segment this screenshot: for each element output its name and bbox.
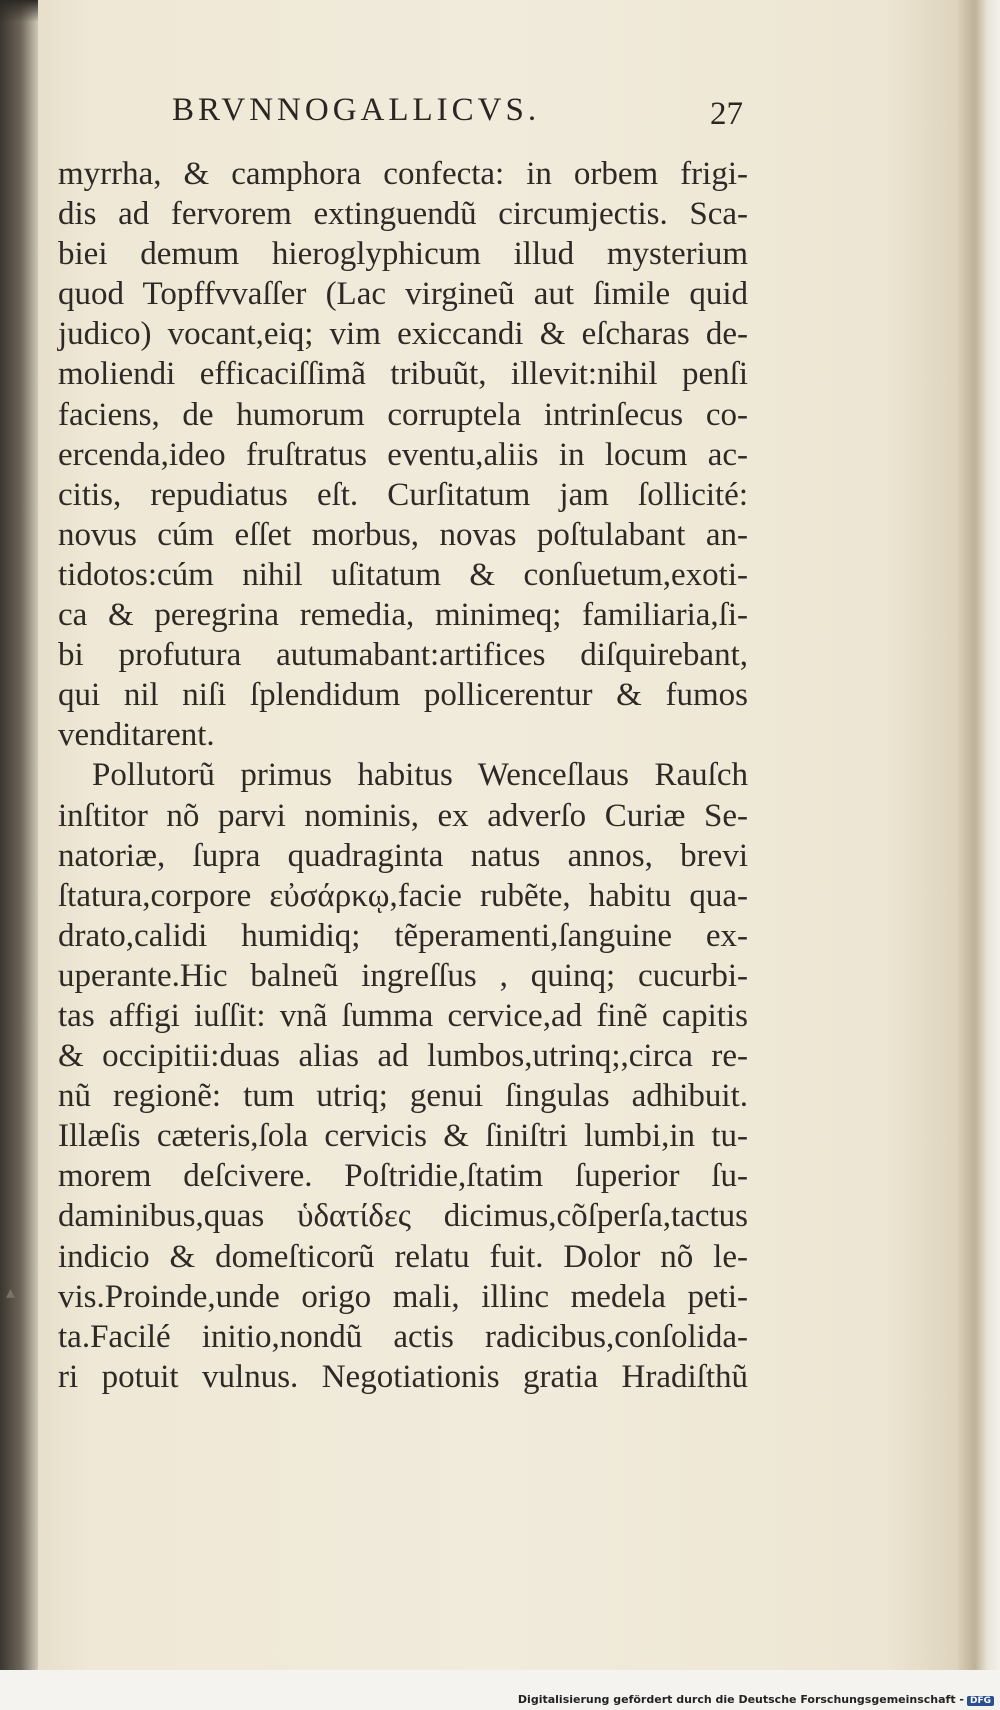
text-line: uperante.Hic balneũ ingreſſus , quinq; cucurbi- bbox=[58, 957, 748, 994]
text-line: faciens, de humorum corruptela intrinſecus co- bbox=[58, 396, 748, 433]
text-line: judico) vocant,eiq; vim exiccandi & eſcharas de- bbox=[58, 316, 748, 353]
margin-mark-icon: ▴ bbox=[6, 1282, 16, 1302]
text-line: inſtitor nõ parvi nominis, ex adverſo Curiæ Se- bbox=[58, 797, 748, 834]
text-line: nũ regionẽ: tum utriq; genui ſingulas adhibuit. bbox=[58, 1078, 748, 1115]
page-number: 27 bbox=[710, 96, 743, 132]
text-line: myrrha, & camphora confecta: in orbem frigi- bbox=[58, 156, 748, 192]
page-edge bbox=[958, 0, 1000, 1670]
text-line: ri potuit vulnus. Negotiationis gratia Hradiſthũ bbox=[58, 1358, 748, 1395]
text-line: ſtatura,corpore εὐσάρκῳ,facie rubẽte, habitu qua- bbox=[58, 877, 748, 914]
running-title: BRVNNOGALLICVS. bbox=[172, 92, 541, 128]
text-line: quod Topffvvaſſer (Lac virgineũ aut ſimile quid bbox=[58, 276, 748, 313]
text-line: indicio & domeſticorũ relatu fuit. Dolor nõ le- bbox=[58, 1238, 748, 1275]
text-line: moliendi efficaciſſimã tribuũt, illevit:nihil penſi bbox=[58, 356, 748, 393]
book-gutter-shadow bbox=[0, 0, 38, 1710]
credit-text: Digitalisierung gefördert durch die Deutsche Forschungsgemeinschaft - bbox=[517, 1693, 964, 1706]
text-line: qui nil niſi ſplendidum pollicerentur & fumos bbox=[58, 677, 748, 714]
text-line: dis ad fervorem extinguendũ circumjectis. Sca- bbox=[58, 196, 748, 233]
text-line: citis, repudiatus eſt. Curſitatum jam ſollicité: bbox=[58, 476, 748, 513]
text-line: biei demum hieroglyphicum illud mysterium bbox=[58, 236, 748, 273]
text-line: morem deſcivere. Poſtridie,ſtatim ſuperior ſu- bbox=[58, 1158, 748, 1195]
text-line: drato,calidi humidiq; tẽperamenti,ſanguine ex- bbox=[58, 917, 748, 954]
text-line: ercenda,ideo fruſtratus eventu,aliis in locum ac- bbox=[58, 436, 748, 473]
text-line: bi profutura autumabant:artifices diſquirebant, bbox=[58, 637, 748, 674]
text-line: & occipitii:duas alias ad lumbos,utrinq;,circa re- bbox=[58, 1038, 748, 1075]
body-text bbox=[58, 154, 748, 1397]
text-line: tas affigi iuſſit: vnã ſumma cervice,ad finẽ capitis bbox=[58, 997, 748, 1034]
text-line: tidotos:cúm nihil uſitatum & conſuetum,exoti- bbox=[58, 556, 748, 593]
digitization-credit bbox=[518, 1693, 994, 1706]
text-line: novus cúm eſſet morbus, novas poſtulabant an- bbox=[58, 516, 748, 553]
dfg-logo: DFG bbox=[967, 1696, 994, 1706]
text-line: daminibus,quas ὑδατίδες dicimus,cõſperſa,tactus bbox=[58, 1198, 748, 1235]
text-line: venditarent. bbox=[58, 717, 215, 754]
text-line: vis.Proinde,unde origo mali, illinc medela peti- bbox=[58, 1278, 748, 1315]
text-line: natoriæ, ſupra quadraginta natus annos, brevi bbox=[58, 837, 748, 874]
text-line: ta.Facilé initio,nondũ actis radicibus,conſolida- bbox=[58, 1318, 748, 1355]
text-line: ca & peregrina remedia, minimeq; familiaria,ſi- bbox=[58, 597, 748, 634]
paragraph-start-line: Pollutorũ primus habitus Wenceſlaus Rauſch bbox=[92, 757, 748, 794]
text-line: Illæſis cæteris,ſola cervicis & ſiniſtri lumbi,in tu- bbox=[58, 1118, 748, 1155]
